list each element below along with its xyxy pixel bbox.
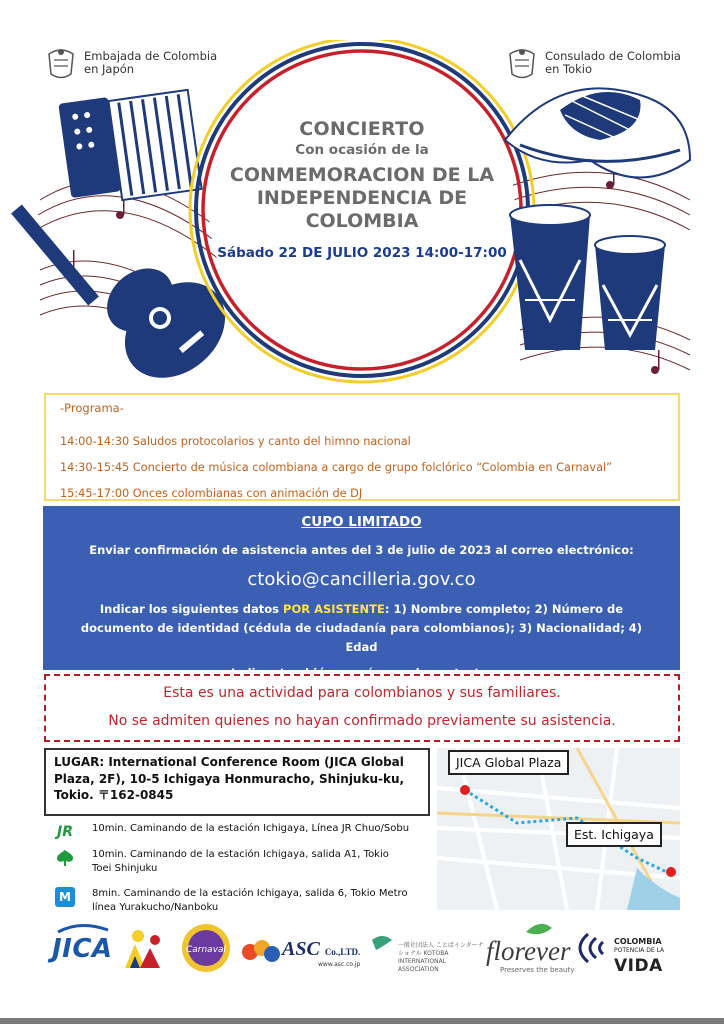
programa-box	[44, 393, 680, 501]
programa-item: 14:00-14:30 Saludos protocolarios y canto del himno nacional	[60, 435, 411, 448]
asc-name: ASC	[282, 938, 320, 960]
florever-tagline: Preserves the beauty	[500, 966, 575, 974]
main-title-line3: COLOMBIA	[305, 210, 419, 232]
aviso-line2: No se admiten quienes no hayan confirmado previamente su asistencia.	[108, 713, 616, 729]
asc-logo	[282, 938, 360, 961]
map-label-station: Est. Ichigaya	[566, 822, 662, 847]
required-data-text	[43, 600, 680, 657]
station-location-marker	[666, 867, 676, 877]
transport-text: 10min. Caminando de la estación Ichigaya, Línea JR Chuo/Sobu	[92, 823, 410, 834]
colombia-potencia-text	[614, 937, 664, 955]
main-title-line1: CONMEMORACION DE LA	[229, 164, 495, 186]
jr-icon: JR	[57, 824, 73, 840]
toei-icon	[52, 848, 78, 868]
sombrero-vueltiao-icon	[505, 88, 690, 177]
consulado-line2: en Tokio	[545, 62, 593, 76]
confirmation-instructions: Enviar confirmación de asistencia antes del 3 de julio de 2023 al correo electrónico:	[89, 543, 634, 557]
programa-item: 15:45-17:00 Onces colombianas con animación de DJ	[60, 487, 363, 500]
consulado-line1: Consulado de Colombia	[545, 49, 681, 63]
transport-text: 10min. Caminando de la estación Ichigaya, salida A1, Tokio Toei Shinjuku	[92, 849, 389, 874]
tokyo-metro-icon: M	[52, 887, 78, 907]
main-title	[210, 164, 514, 233]
programa-heading: -Programa-	[60, 401, 124, 415]
transport-text: 8min. Caminando de la estación Ichigaya, salida 6, Tokio Metro línea Yurakucho/Nanboku	[92, 888, 408, 913]
colombia-vida-icon	[580, 934, 603, 962]
drums-icon	[510, 205, 665, 350]
ocasion-subtitle: Con ocasión de la	[295, 142, 429, 158]
kids-logo-icon	[125, 930, 160, 968]
cupo-title: CUPO LIMITADO	[301, 514, 422, 530]
sponsor-logos	[0, 918, 724, 978]
transport-item-toei	[52, 848, 392, 876]
kotoba-bird-icon	[372, 936, 392, 950]
programa-item: 14:30-15:45 Concierto de música colombiana a cargo de grupo folclórico “Colombia en Carnaval”	[60, 461, 613, 474]
florever-leaf-icon	[526, 924, 552, 934]
por-asistente-highlight: POR ASISTENTE	[283, 602, 385, 616]
carnival-logo-icon	[182, 924, 230, 972]
florever-logo: florever	[486, 936, 571, 966]
asc-co: Co.,LTD.	[324, 947, 361, 957]
hero-title-block	[210, 118, 514, 261]
venue-address: LUGAR: International Conference Room (JICA Global Plaza, 2F), 10-5 Ichigaya Honmuracho, Shinjuku-ku, Tokio. 〒162-0845	[44, 748, 430, 816]
embajada-line1: Embajada de Colombia	[84, 49, 218, 63]
required-data-post: : 1) Nombre completo; 2) Número de documento de identidad (cédula de ciudadanía para colombianos); 3) Nacionalidad; 4) Edad	[80, 602, 643, 654]
accordion-icon	[58, 90, 201, 200]
aviso-box	[44, 674, 680, 742]
embajada-line2: en Japón	[84, 62, 135, 76]
asc-url: www.asc.co.jp	[318, 961, 361, 968]
jica-location-marker	[460, 785, 470, 795]
map-label-jica: JICA Global Plaza	[448, 750, 569, 775]
required-data-pre: Indicar los siguientes datos	[99, 602, 284, 616]
aviso-line1: Esta es una actividad para colombianos y sus familiares.	[163, 685, 561, 701]
kotoba-logo-text: 一般社団法人 ことばインターナショナル KOTOBA INTERNATIONAL ASSOCIATION	[398, 942, 484, 973]
cupo-limitado-box	[43, 506, 680, 680]
colombia-vida-text: VIDA	[614, 956, 663, 976]
contact-email-link[interactable]: ctokio@cancilleria.gov.co	[247, 569, 476, 590]
colombia-sub: POTENCIA DE LA	[614, 947, 665, 954]
transport-item-jr	[52, 822, 409, 842]
asc-logo-icon	[242, 940, 280, 962]
transport-item-metro	[52, 887, 412, 915]
colombia-top: COLOMBIA	[614, 937, 662, 946]
main-title-line2: INDEPENDENCIA DE	[256, 187, 468, 209]
bottom-border	[0, 1018, 724, 1024]
jica-logo: JICA	[52, 934, 113, 964]
svg-text:Carnaval: Carnaval	[185, 945, 227, 955]
event-date: Sábado 22 DE JULIO 2023 14:00-17:00	[217, 245, 507, 261]
concierto-title: CONCIERTO	[299, 118, 425, 140]
contact-number-note: Indicar también un número de contacto.	[230, 666, 493, 680]
